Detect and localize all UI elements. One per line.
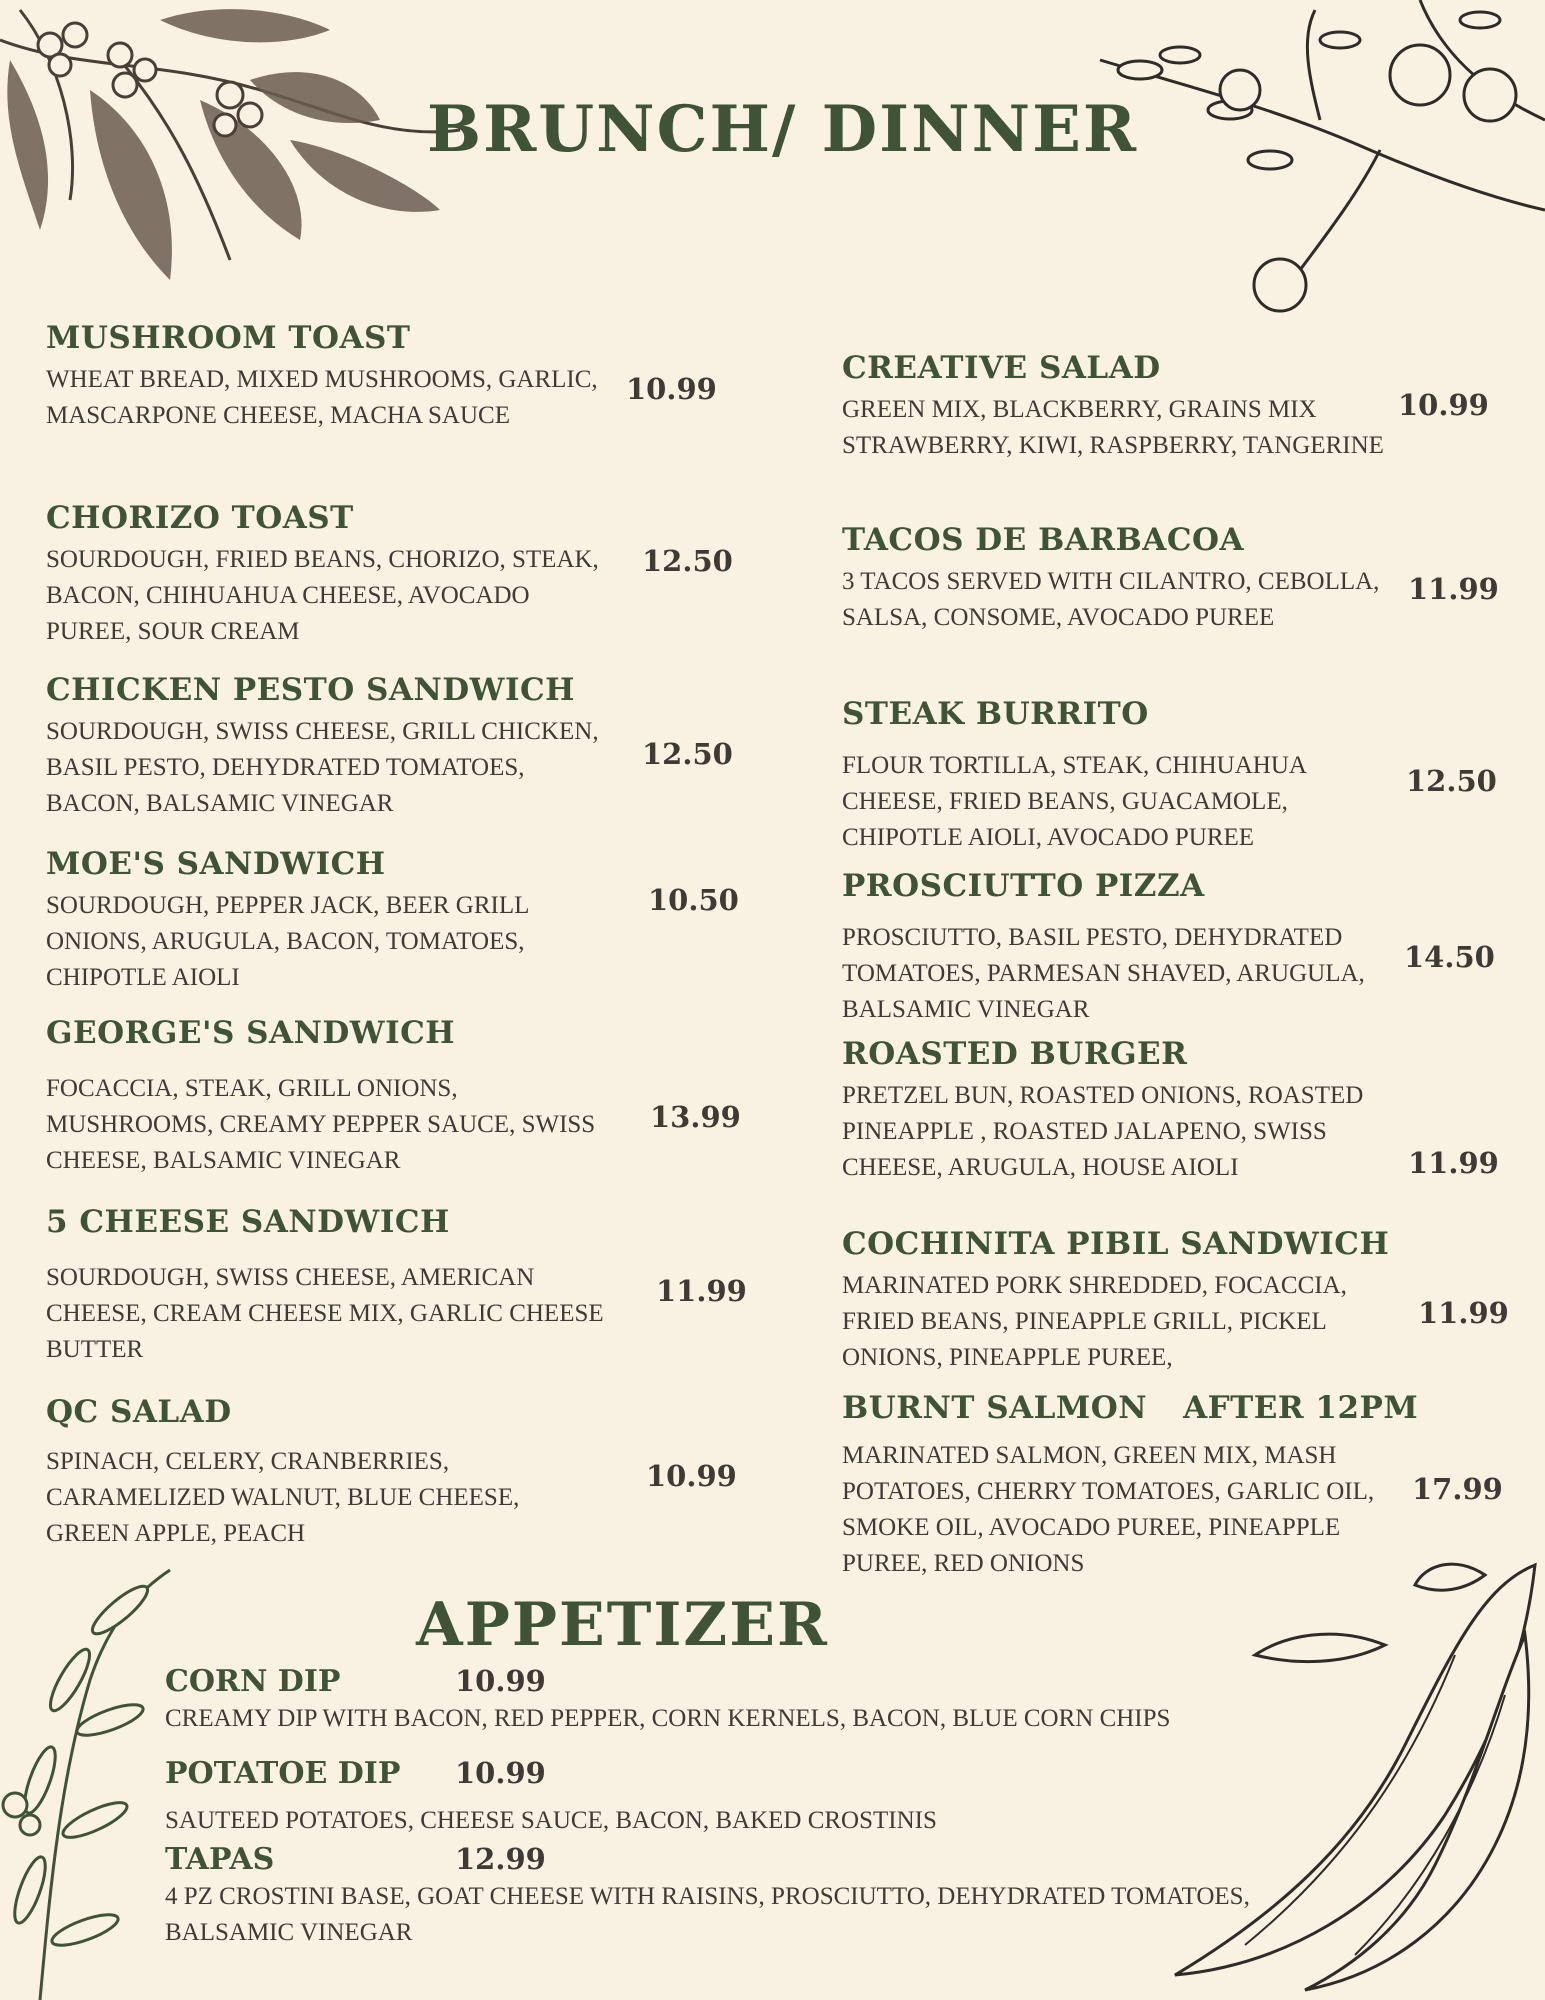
item-description: PROSCIUTTO, BASIL PESTO, DEHYDRATED TOMATOES, PARMESAN SHAVED, ARUGULA, BALSAMIC VINEGAR (842, 924, 1365, 1023)
appetizer-price: 10.99 (455, 1756, 546, 1790)
item-price: 11.99 (1418, 1296, 1509, 1330)
item-description: SOURDOUGH, FRIED BEANS, CHORIZO, STEAK, BACON, CHIHUAHUA CHEESE, AVOCADO PUREE, SOUR CREAM (46, 546, 599, 645)
item-price: 10.99 (626, 372, 717, 406)
item-description: FLOUR TORTILLA, STEAK, CHIHUAHUA CHEESE, FRIED BEANS, GUACAMOLE, CHIPOTLE AIOLI, AVOCADO PUREE (842, 752, 1306, 851)
menu-item (46, 320, 736, 434)
menu-item (842, 868, 1512, 1028)
item-name: CREATIVE SALAD (842, 350, 1161, 386)
item-price: 11.99 (1408, 572, 1499, 606)
item-description: WHEAT BREAD, MIXED MUSHROOMS, GARLIC, MASCARPONE CHEESE, MACHA SAUCE (46, 366, 598, 429)
menu-item (46, 500, 736, 650)
appetizer-item (165, 1842, 1365, 1951)
appetizer-item (165, 1664, 1365, 1737)
item-name: QC SALAD (46, 1394, 232, 1430)
item-name: STEAK BURRITO (842, 696, 1149, 732)
item-description: MARINATED SALMON, GREEN MIX, MASH POTATOES, CHERRY TOMATOES, GARLIC OIL, SMOKE OIL, AVOCADO PUREE, PINEAPPLE PUREE, RED ONIONS (842, 1442, 1375, 1577)
menu-title: BRUNCH/ DINNER (426, 92, 1139, 167)
item-price: 17.99 (1412, 1472, 1503, 1506)
item-description: SOURDOUGH, SWISS CHEESE, AMERICAN CHEESE, CREAM CHEESE MIX, GARLIC CHEESE BUTTER (46, 1264, 604, 1363)
appetizer-name: POTATOE DIP (165, 1756, 401, 1791)
appetizer-name: CORN DIP (165, 1664, 341, 1699)
item-name: 5 CHEESE SANDWICH (46, 1204, 450, 1240)
item-description: SPINACH, CELERY, CRANBERRIES, CARAMELIZED WALNUT, BLUE CHEESE, GREEN APPLE, PEACH (46, 1448, 520, 1547)
menu-item (46, 1394, 736, 1552)
item-name: PROSCIUTTO PIZZA (842, 868, 1205, 904)
item-name: CHORIZO TOAST (46, 500, 354, 536)
item-price: 14.50 (1404, 940, 1495, 974)
item-price: 10.99 (646, 1459, 737, 1493)
item-description: GREEN MIX, BLACKBERRY, GRAINS MIX STRAWBERRY, KIWI, RASPBERRY, TANGERINE (842, 396, 1384, 459)
item-price: 12.50 (1406, 764, 1497, 798)
appetizer-item (165, 1756, 1365, 1839)
item-name: GEORGE'S SANDWICH (46, 1015, 456, 1051)
item-name: COCHINITA PIBIL SANDWICH (842, 1226, 1390, 1262)
item-name: MOE'S SANDWICH (46, 846, 386, 882)
appetizer-title: APPETIZER (416, 1590, 829, 1660)
item-name: TACOS DE BARBACOA (842, 522, 1245, 558)
item-name-text: BURNT SALMON (842, 1390, 1148, 1426)
item-price: 10.50 (648, 883, 739, 917)
menu-item (842, 522, 1512, 636)
menu-item (46, 846, 739, 996)
item-price: 13.99 (650, 1100, 741, 1134)
appetizer-description: SAUTEED POTATOES, CHEESE SAUCE, BACON, BAKED CROSTINIS (165, 1807, 937, 1834)
menu-item (842, 1036, 1512, 1186)
menu-item (842, 696, 1512, 856)
item-description: FOCACCIA, STEAK, GRILL ONIONS, MUSHROOMS, CREAMY PEPPER SAUCE, SWISS CHEESE, BALSAMIC VINEGAR (46, 1075, 596, 1174)
appetizer-description: 4 PZ CROSTINI BASE, GOAT CHEESE WITH RAISINS, PROSCIUTTO, DEHYDRATED TOMATOES, BALSAMIC VINEGAR (165, 1883, 1250, 1946)
item-price: 11.99 (1408, 1146, 1499, 1180)
item-description: SOURDOUGH, PEPPER JACK, BEER GRILL ONIONS, ARUGULA, BACON, TOMATOES, CHIPOTLE AIOLI (46, 892, 529, 991)
item-price: 10.99 (1398, 388, 1489, 422)
menu-item (842, 1226, 1512, 1376)
item-name: ROASTED BURGER (842, 1036, 1188, 1072)
item-description: PRETZEL BUN, ROASTED ONIONS, ROASTED PINEAPPLE , ROASTED JALAPENO, SWISS CHEESE, ARUGULA, HOUSE AIOLI (842, 1082, 1364, 1181)
menu-item (842, 1390, 1512, 1582)
item-price: 11.99 (656, 1274, 747, 1308)
appetizer-description: CREAMY DIP WITH BACON, RED PEPPER, CORN KERNELS, BACON, BLUE CORN CHIPS (165, 1705, 1171, 1732)
menu-item (46, 1015, 741, 1179)
item-name: CHICKEN PESTO SANDWICH (46, 672, 575, 708)
item-availability-note: AFTER 12PM (1183, 1390, 1419, 1426)
menu-item (46, 672, 736, 822)
appetizer-price: 12.99 (455, 1842, 546, 1876)
menu-item (842, 350, 1512, 464)
appetizer-price: 10.99 (455, 1664, 546, 1698)
menu-item (46, 1204, 747, 1368)
item-description: SOURDOUGH, SWISS CHEESE, GRILL CHICKEN, BASIL PESTO, DEHYDRATED TOMATOES, BACON, BALSAMIC VINEGAR (46, 718, 599, 817)
item-description: MARINATED PORK SHREDDED, FOCACCIA, FRIED BEANS, PINEAPPLE GRILL, PICKEL ONIONS, PINEAPPLE PUREE, (842, 1272, 1347, 1371)
item-name: MUSHROOM TOAST (46, 320, 411, 356)
item-description: 3 TACOS SERVED WITH CILANTRO, CEBOLLA, SALSA, CONSOME, AVOCADO PUREE (842, 568, 1380, 631)
item-name (842, 1390, 1512, 1426)
item-price: 12.50 (642, 737, 733, 771)
item-price: 12.50 (642, 544, 733, 578)
appetizer-name: TAPAS (165, 1842, 275, 1877)
